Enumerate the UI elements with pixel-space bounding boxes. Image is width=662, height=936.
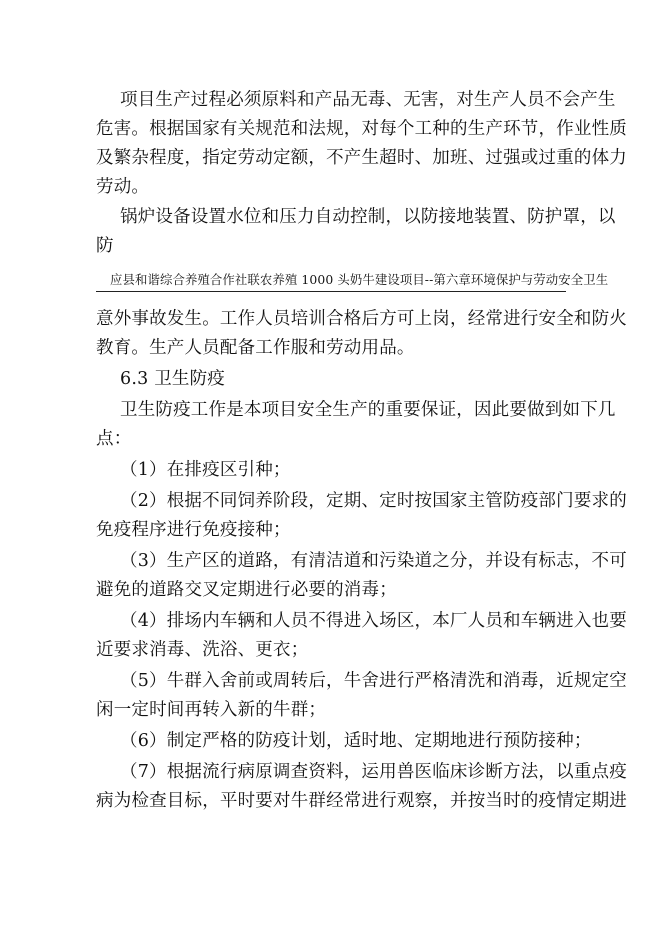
list-item-6-line1: （6）制定严格的防疫计划，适时地、定期地进行预防接种； <box>120 731 592 751</box>
header-divider <box>96 291 566 292</box>
paragraph3-line2: 教育。生产人员配备工作服和劳动用品。 <box>96 338 415 358</box>
paragraph3-line1: 意外事故发生。工作人员培训合格后方可上岗，经常进行安全和防火 <box>96 309 627 329</box>
list-item-3-line2: 避免的道路交叉定期进行必要的消毒； <box>96 580 397 600</box>
running-header: 应县和谐综合养殖合作社联农养殖 1000 头奶牛建设项目--第六章环境保护与劳动安全卫生 <box>110 272 609 287</box>
list-item-2-line2: 免疫程序进行免疫接种； <box>96 520 291 540</box>
paragraph4-line2: 点： <box>96 429 132 449</box>
list-item-4-line1: （4）排场内车辆和人员不得进入场区，本厂人员和车辆进入也要 <box>120 611 627 631</box>
list-item-3-line1: （3）生产区的道路，有清洁道和污染道之分，并设有标志，不可 <box>120 551 627 571</box>
list-item-7-line1: （7）根据流行病原调查资料，运用兽医临床诊断方法，以重点疫 <box>120 762 627 782</box>
section-heading: 6.3 卫生防疫 <box>120 369 225 389</box>
paragraph1-line2: 危害。根据国家有关规范和法规，对每个工种的生产环节，作业性质 <box>96 119 627 139</box>
list-item-2-line1: （2）根据不同饲养阶段，定期、定时按国家主管防疫部门要求的 <box>120 491 627 511</box>
list-item-4-line2: 近要求消毒、洗浴、更衣； <box>96 640 309 660</box>
list-item-7-line2: 病为检查目标，平时要对牛群经常进行观察，并按当时的疫情定期进 <box>96 791 627 811</box>
paragraph1-line4: 劳动。 <box>96 177 150 197</box>
top-text-block <box>96 86 627 261</box>
list-item-5-line1: （5）牛群入舍前或周转后，牛舍进行严格清洗和消毒，近规定空 <box>120 671 627 691</box>
paragraph4-line1: 卫生防疫工作是本项目安全生产的重要保证，因此要做到如下几 <box>120 400 616 420</box>
paragraph2-line1: 锅炉设备设置水位和压力自动控制，以防接地装置、防护罩，以 <box>120 207 616 227</box>
paragraph2-line2: 防 <box>96 236 114 256</box>
list-item-5-line2: 闲一定时间再转入新的牛群； <box>96 700 327 720</box>
list-item-1-line1: （1）在排疫区引种； <box>120 460 291 480</box>
paragraph1-line3: 及繁杂程度，指定劳动定额，不产生超时、加班、过强或过重的体力 <box>96 148 627 168</box>
paragraph1-line1: 项目生产过程必须原料和产品无毒、无害，对生产人员不会产生 <box>120 90 616 110</box>
bottom-text-block <box>96 305 627 816</box>
